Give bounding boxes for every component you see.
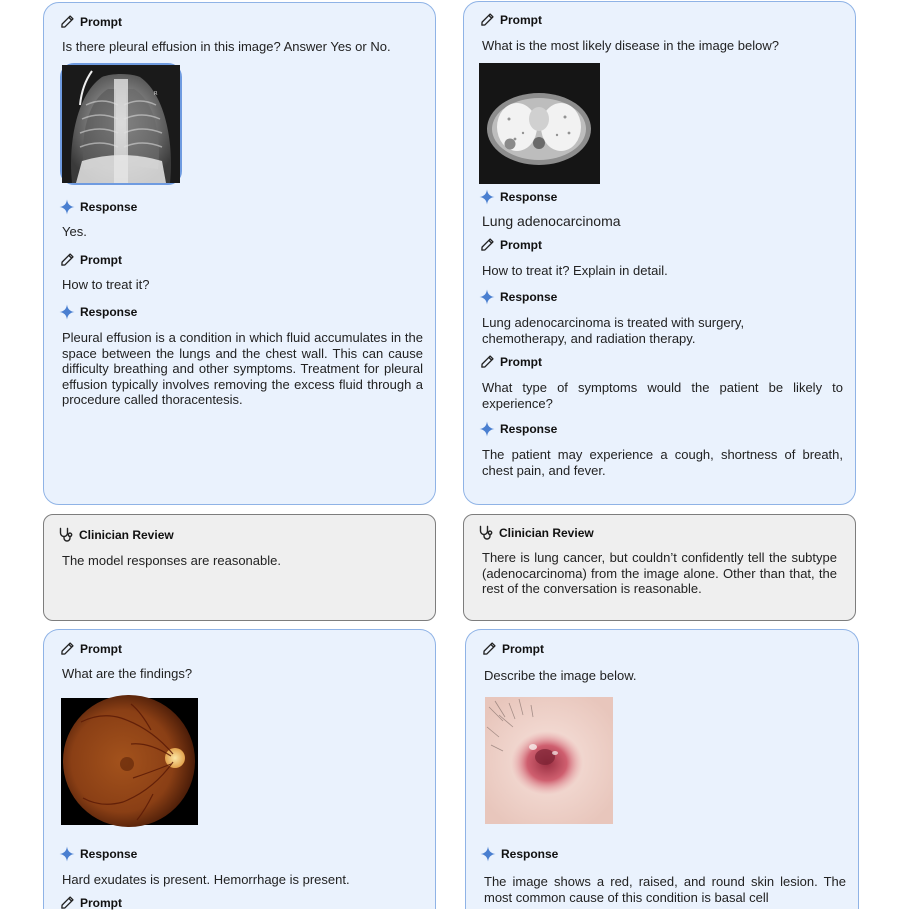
response-text: The patient may experience a cough, shortness of breath, chest pain, and fever. bbox=[482, 447, 843, 478]
pencil-icon bbox=[482, 641, 497, 656]
stethoscope-icon bbox=[58, 527, 74, 543]
clinician-review-header bbox=[478, 525, 594, 541]
response-label: Response bbox=[80, 305, 138, 319]
skin-lesion-image bbox=[485, 697, 613, 824]
ct-scan-image bbox=[479, 63, 600, 184]
conversation-card-xray bbox=[43, 2, 436, 505]
clinician-review-label: Clinician Review bbox=[499, 526, 594, 540]
prompt-text: How to treat it? Explain in detail. bbox=[482, 263, 668, 278]
clinician-review-text: There is lung cancer, but couldn’t confidently tell the subtype (adenocarcinoma) from the image alone. Other than that, the rest of the conversation is reasonable. bbox=[482, 550, 837, 596]
sparkle-icon bbox=[480, 846, 496, 862]
prompt-text: Is there pleural effusion in this image? Answer Yes or No. bbox=[62, 39, 391, 54]
stethoscope-icon bbox=[478, 525, 494, 541]
prompt-label: Prompt bbox=[500, 12, 542, 27]
prompt-text: What is the most likely disease in the image below? bbox=[482, 38, 779, 53]
clinician-review-header bbox=[58, 527, 174, 543]
prompt-header bbox=[480, 354, 542, 369]
prompt-label: Prompt bbox=[500, 354, 542, 369]
response-text: Hard exudates is present. Hemorrhage is present. bbox=[62, 872, 350, 887]
response-header bbox=[59, 846, 137, 862]
clinician-review-card-left bbox=[43, 514, 436, 621]
clinician-review-label: Clinician Review bbox=[79, 528, 174, 542]
prompt-label: Prompt bbox=[80, 895, 122, 910]
response-label: Response bbox=[500, 290, 558, 304]
response-label: Response bbox=[500, 422, 558, 436]
prompt-header-partial bbox=[60, 895, 122, 910]
conversation-card-skin bbox=[465, 629, 859, 909]
sparkle-icon bbox=[479, 289, 495, 305]
response-header bbox=[479, 421, 557, 437]
prompt-text: What are the findings? bbox=[62, 666, 193, 681]
response-text: Lung adenocarcinoma is treated with surgery, chemotherapy, and radiation therapy. bbox=[482, 315, 745, 346]
response-header bbox=[59, 199, 137, 215]
prompt-label: Prompt bbox=[80, 252, 122, 267]
sparkle-icon bbox=[479, 189, 495, 205]
conversation-card-fundus bbox=[43, 629, 436, 909]
sparkle-icon bbox=[59, 304, 75, 320]
prompt-text: Describe the image below. bbox=[484, 668, 637, 683]
conversation-card-ct bbox=[463, 1, 856, 505]
sparkle-icon bbox=[59, 199, 75, 215]
response-text: Lung adenocarcinoma bbox=[482, 213, 621, 229]
pencil-icon bbox=[60, 252, 75, 267]
pencil-icon bbox=[480, 237, 495, 252]
clinician-review-card-right bbox=[463, 514, 856, 621]
prompt-header bbox=[480, 12, 542, 27]
prompt-header bbox=[60, 641, 122, 656]
sparkle-icon bbox=[59, 846, 75, 862]
pencil-icon bbox=[480, 354, 495, 369]
prompt-header bbox=[480, 237, 542, 252]
prompt-text: How to treat it? bbox=[62, 277, 150, 292]
response-header bbox=[479, 189, 557, 205]
response-header bbox=[480, 846, 558, 862]
chest-xray-image bbox=[60, 63, 182, 185]
pencil-icon bbox=[60, 895, 75, 910]
prompt-label: Prompt bbox=[80, 14, 122, 29]
pencil-icon bbox=[60, 641, 75, 656]
sparkle-icon bbox=[479, 421, 495, 437]
response-text: Yes. bbox=[62, 224, 87, 239]
prompt-header bbox=[60, 252, 122, 267]
response-header bbox=[59, 304, 137, 320]
pencil-icon bbox=[60, 14, 75, 29]
clinician-review-text: The model responses are reasonable. bbox=[62, 553, 281, 568]
prompt-label: Prompt bbox=[80, 641, 122, 656]
fundus-image bbox=[61, 698, 198, 825]
response-label: Response bbox=[500, 190, 558, 204]
response-text: Pleural effusion is a condition in which fluid accumulates in the space between the lungs and the chest wall. This can cause difficulty breathing and other symptoms. Treatment for pleural effusion typically involves removing the excess fluid through a procedure called thoracentesis. bbox=[62, 330, 423, 407]
response-label: Response bbox=[80, 200, 138, 214]
response-label: Response bbox=[80, 847, 138, 861]
prompt-text: What type of symptoms would the patient be likely to experience? bbox=[482, 380, 843, 411]
prompt-header bbox=[482, 641, 544, 656]
svg-text:R: R bbox=[154, 91, 158, 97]
prompt-label: Prompt bbox=[500, 237, 542, 252]
response-text: The image shows a red, raised, and round skin lesion. The most common cause of this condition is basal cell bbox=[484, 874, 846, 905]
response-header bbox=[479, 289, 557, 305]
response-label: Response bbox=[501, 847, 559, 861]
prompt-label: Prompt bbox=[502, 641, 544, 656]
pencil-icon bbox=[480, 12, 495, 27]
prompt-header bbox=[60, 14, 122, 29]
